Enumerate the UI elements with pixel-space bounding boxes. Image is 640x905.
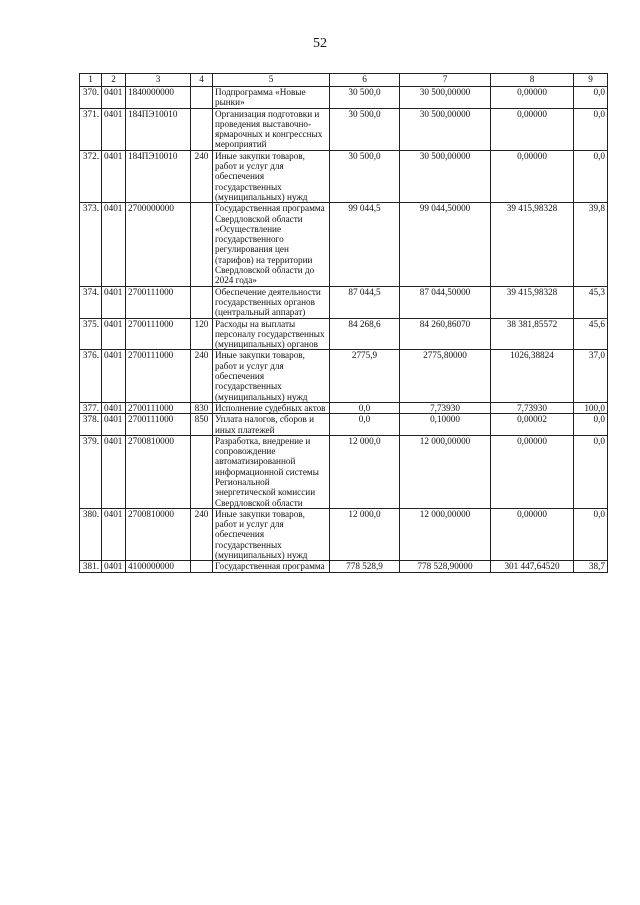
value-col-6: 84 268,6 (330, 318, 400, 350)
section-code: 0401 (102, 87, 126, 109)
item-name: Обеспечение деятельности государственных органов (центральный аппарат) (213, 286, 330, 318)
item-name: Разработка, внедрение и сопровождение автоматизированной информационной системы Региональной энергетической комиссии Свердловской области (213, 435, 330, 508)
item-name: Организация подготовки и проведения выставочно-ярмарочных и конгрессных мероприятий (213, 108, 330, 150)
value-col-8: 301 447,64520 (491, 561, 574, 572)
value-col-6: 99 044,5 (330, 203, 400, 286)
column-header: 7 (400, 74, 491, 87)
table-row (80, 435, 608, 508)
budget-table (79, 73, 608, 573)
table-row (80, 508, 608, 560)
value-col-7: 84 260,86070 (400, 318, 491, 350)
table-header (80, 74, 608, 87)
value-col-8: 0,00000 (491, 435, 574, 508)
percent-col-9: 45,3 (574, 286, 608, 318)
row-number: 376. (80, 350, 102, 402)
item-name: Исполнение судебных актов (213, 402, 330, 413)
row-number: 378. (80, 414, 102, 436)
value-col-6: 87 044,5 (330, 286, 400, 318)
expense-type-code (191, 108, 213, 150)
item-name: Государственная программа (213, 561, 330, 572)
section-code: 0401 (102, 414, 126, 436)
column-header: 5 (213, 74, 330, 87)
item-name: Иные закупки товаров, работ и услуг для обеспечения государственных (муниципальных) нужд (213, 350, 330, 402)
expense-type-code (191, 435, 213, 508)
page-number: 52 (313, 36, 327, 51)
expense-type-code: 240 (191, 508, 213, 560)
table-row (80, 318, 608, 350)
target-article-code: 2700810000 (126, 435, 191, 508)
value-col-7: 2775,80000 (400, 350, 491, 402)
value-col-8: 0,00002 (491, 414, 574, 436)
section-code: 0401 (102, 561, 126, 572)
percent-col-9: 39,8 (574, 203, 608, 286)
value-col-7: 12 000,00000 (400, 508, 491, 560)
row-number: 371. (80, 108, 102, 150)
expense-type-code: 830 (191, 402, 213, 413)
value-col-6: 30 500,0 (330, 150, 400, 202)
row-number: 373. (80, 203, 102, 286)
column-header: 9 (574, 74, 608, 87)
expense-type-code (191, 286, 213, 318)
percent-col-9: 38,7 (574, 561, 608, 572)
section-code: 0401 (102, 435, 126, 508)
value-col-8: 7,73930 (491, 402, 574, 413)
table-row (80, 203, 608, 286)
value-col-8: 0,00000 (491, 108, 574, 150)
expense-type-code (191, 87, 213, 109)
column-header: 6 (330, 74, 400, 87)
value-col-8: 0,00000 (491, 87, 574, 109)
percent-col-9: 0,0 (574, 108, 608, 150)
section-code: 0401 (102, 286, 126, 318)
value-col-6: 30 500,0 (330, 87, 400, 109)
table-row (80, 561, 608, 572)
value-col-6: 0,0 (330, 414, 400, 436)
value-col-8: 1026,38824 (491, 350, 574, 402)
value-col-6: 0,0 (330, 402, 400, 413)
table-row (80, 150, 608, 202)
value-col-7: 99 044,50000 (400, 203, 491, 286)
table-row (80, 108, 608, 150)
column-header: 1 (80, 74, 102, 87)
item-name: Иные закупки товаров, работ и услуг для обеспечения государственных (муниципальных) нужд (213, 150, 330, 202)
item-name: Уплата налогов, сборов и иных платежей (213, 414, 330, 436)
expense-type-code: 240 (191, 350, 213, 402)
column-header: 4 (191, 74, 213, 87)
target-article-code: 2700111000 (126, 318, 191, 350)
value-col-8: 0,00000 (491, 508, 574, 560)
expense-type-code (191, 203, 213, 286)
header-row (80, 74, 608, 87)
target-article-code: 184ПЭ10010 (126, 108, 191, 150)
row-number: 374. (80, 286, 102, 318)
expense-type-code: 240 (191, 150, 213, 202)
section-code: 0401 (102, 203, 126, 286)
row-number: 381. (80, 561, 102, 572)
table-row (80, 350, 608, 402)
column-header: 8 (491, 74, 574, 87)
percent-col-9: 0,0 (574, 435, 608, 508)
value-col-7: 778 528,90000 (400, 561, 491, 572)
column-header: 2 (102, 74, 126, 87)
value-col-8: 39 415,98328 (491, 286, 574, 318)
row-number: 379. (80, 435, 102, 508)
value-col-7: 0,10000 (400, 414, 491, 436)
percent-col-9: 0,0 (574, 150, 608, 202)
target-article-code: 184ПЭ10010 (126, 150, 191, 202)
target-article-code: 2700810000 (126, 508, 191, 560)
value-col-7: 30 500,00000 (400, 87, 491, 109)
table-row (80, 402, 608, 413)
value-col-6: 12 000,0 (330, 435, 400, 508)
percent-col-9: 0,0 (574, 414, 608, 436)
row-number: 372. (80, 150, 102, 202)
table-body (80, 87, 608, 573)
row-number: 377. (80, 402, 102, 413)
item-name: Иные закупки товаров, работ и услуг для обеспечения государственных (муниципальных) нужд (213, 508, 330, 560)
percent-col-9: 37,0 (574, 350, 608, 402)
value-col-6: 30 500,0 (330, 108, 400, 150)
percent-col-9: 0,0 (574, 87, 608, 109)
row-number: 380. (80, 508, 102, 560)
value-col-7: 30 500,00000 (400, 108, 491, 150)
percent-col-9: 0,0 (574, 508, 608, 560)
row-number: 370. (80, 87, 102, 109)
target-article-code: 2700111000 (126, 350, 191, 402)
table-row (80, 414, 608, 436)
column-header: 3 (126, 74, 191, 87)
percent-col-9: 100,0 (574, 402, 608, 413)
value-col-7: 12 000,00000 (400, 435, 491, 508)
target-article-code: 1840000000 (126, 87, 191, 109)
value-col-7: 87 044,50000 (400, 286, 491, 318)
section-code: 0401 (102, 402, 126, 413)
value-col-8: 0,00000 (491, 150, 574, 202)
value-col-6: 778 528,9 (330, 561, 400, 572)
target-article-code: 4100000000 (126, 561, 191, 572)
expense-type-code (191, 561, 213, 572)
item-name: Государственная программа Свердловской области «Осуществление государственного регулирования цен (тарифов) на территории Свердловской области до 2024 года» (213, 203, 330, 286)
item-name: Расходы на выплаты персоналу государственных (муниципальных) органов (213, 318, 330, 350)
value-col-7: 7,73930 (400, 402, 491, 413)
target-article-code: 2700111000 (126, 286, 191, 318)
item-name: Подпрограмма «Новые рынки» (213, 87, 330, 109)
target-article-code: 2700000000 (126, 203, 191, 286)
expense-type-code: 850 (191, 414, 213, 436)
value-col-8: 38 381,85572 (491, 318, 574, 350)
section-code: 0401 (102, 108, 126, 150)
section-code: 0401 (102, 150, 126, 202)
section-code: 0401 (102, 318, 126, 350)
target-article-code: 2700111000 (126, 414, 191, 436)
target-article-code: 2700111000 (126, 402, 191, 413)
value-col-6: 12 000,0 (330, 508, 400, 560)
percent-col-9: 45,6 (574, 318, 608, 350)
value-col-6: 2775,9 (330, 350, 400, 402)
table-row (80, 87, 608, 109)
value-col-7: 30 500,00000 (400, 150, 491, 202)
section-code: 0401 (102, 508, 126, 560)
row-number: 375. (80, 318, 102, 350)
value-col-8: 39 415,98328 (491, 203, 574, 286)
section-code: 0401 (102, 350, 126, 402)
table-row (80, 286, 608, 318)
expense-type-code: 120 (191, 318, 213, 350)
